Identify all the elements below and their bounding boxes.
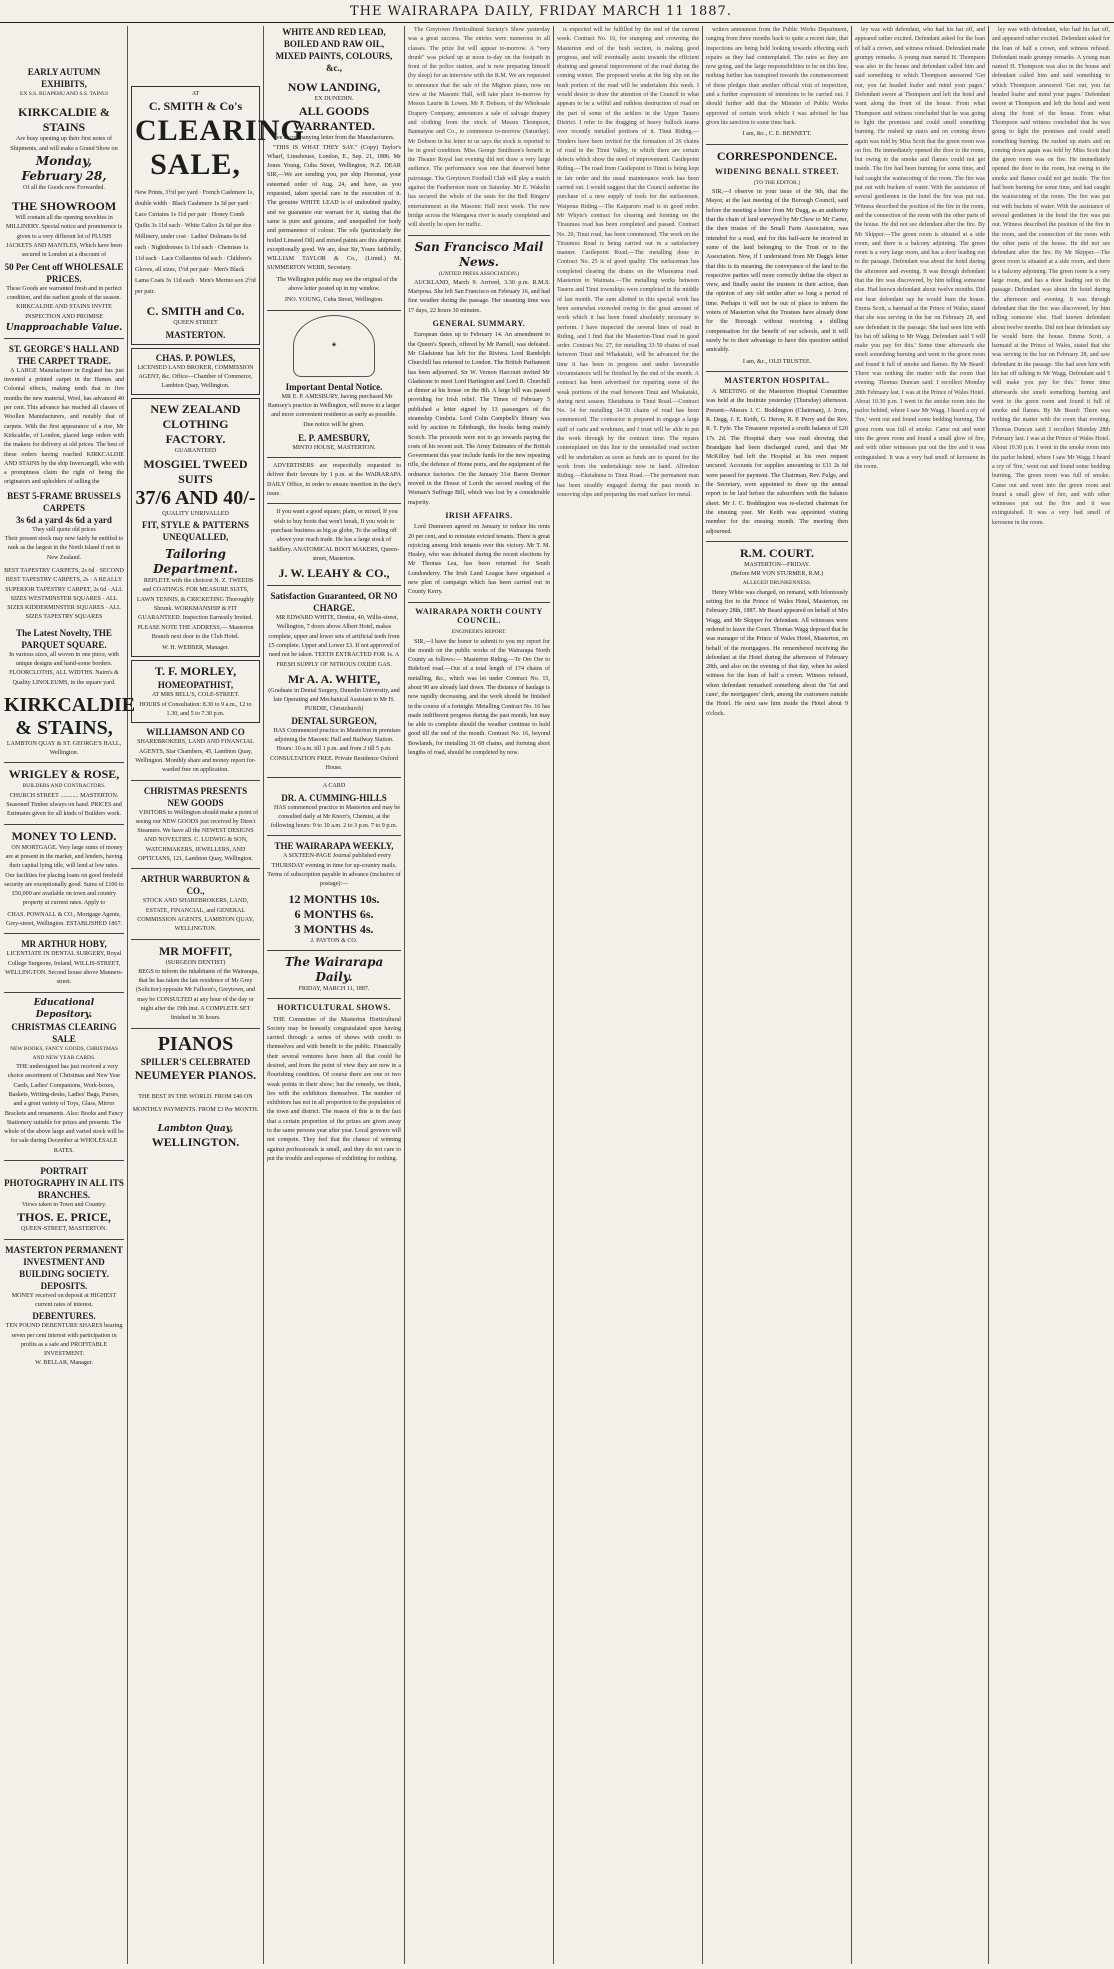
ad-firm-name: C. SMITH and Co. — [146, 304, 245, 319]
ad-text: HOURS of Consultation: 8.30 to 9 a.m., 12 to 1.30, and 5 to 7.30 p.m. — [139, 701, 252, 718]
ad-subtitle: EX S.S. RUAPEHU AND S.S. TAINUI — [20, 91, 108, 97]
price-line: 3s 6d a yard 4s 6d a yard — [16, 514, 112, 525]
article-heading: MASTERTON HOSPITAL. — [724, 375, 830, 385]
article-heading: CORRESPONDENCE. — [716, 148, 838, 163]
subscription-3-months: 3 MONTHS 4s. — [294, 921, 374, 936]
column-1 — [4, 26, 136, 1964]
ad-firm-name: KIRKCALDIE & STAINS, — [4, 693, 136, 739]
subscription-12-months: 12 MONTHS 10s. — [288, 891, 380, 906]
article-subheading: MASTERTON—FRIDAY. — [744, 561, 810, 568]
ad-text: "THIS IS WHAT THEY SAY." (Copy) Taylor's Wharf, Limehouse, London, E., Sep. 21, 1886. Mr Jones Young, Cuba Street, Wellington, N.Z. DEAR SIR,—We are sending you, per ship Horomai, your esteemed order of Aug. 24, and have, as you requested, taken special care in the execution of it. The genuine WHITE LEAD is of undoubted quality, and we guarantee our warrant for it, stating that the same is pure and genuine, and unequalled for body and permanence of colour. The oils (particularly the boiled Linseed Oil) and mixed paints are this shipment exceptionally good. We are, dear Sir, Yours faithfully, WILLIAM TAYLOR & Co., (Limtd.) M. SUMMERTON WEBB, Secretary. — [267, 144, 401, 272]
ad-heading: A CARD — [322, 783, 346, 790]
ad-text: LICENSED LAND BROKER, COMMISSION AGENT, &c. Office—Chamber of Commerce, Lambton Quay, Wellington. — [137, 364, 254, 390]
column-8 — [992, 26, 1110, 1964]
ad-text: EX DUNEDIN. — [314, 96, 354, 102]
lead-ad — [267, 26, 401, 306]
ad-signature: E. P. AMESBURY, — [298, 432, 370, 443]
ad-price: 37/6 AND 40/- — [135, 486, 256, 509]
ad-text: A LARGE Manufacturer in England has just invented a printed carpet in the Hames and Colonial effects, making tenth that in five months the new material, Wool, has advanced 40 per cent. This advance has reached all classes of Woollen Manufacturers, and notably that of carpets. With the first appearance of a rise, Mr Kirkcaldie, of London, placed large orders with the makers for delivery at old prices. The best of these orders having reached KIRKCALDIE AND STAINS by the ship Invercargill, who with a promptness claim the right of being the originators and upholders of selling the — [4, 367, 124, 486]
article-heading: San Francisco Mail News. — [414, 239, 544, 269]
ad-signature: JNO. YOUNG, Cuba Street, Wellington. — [284, 297, 384, 304]
discount-heading: 50 Per Cent off WHOLESALE PRICES. — [4, 261, 124, 284]
article-body: Lord Dunraven agreed on January to reduce his rents 20 per cent, and to reinstate evicted tenants. There is great rejoicing among Irish tenants over this victory. Mr T. M. Healey, who was defeated during the recent elections by Mr Thomas Lea, has been returned for South Londonderry. The Irish Land League have organised a new plan of campaign which has been carried out in County Kerry. — [408, 524, 550, 596]
article-heading: HORTICULTURAL SHOWS. — [277, 1003, 391, 1013]
parquet-heading: The Latest Novelty, THE PARQUET SQUARE. — [16, 627, 112, 650]
ad-text: MR EDWARD WHITE, Dentist, 40, Willis-street, Wellington, 7 doors above Albert Hotel, makes complete, upper and lower sets of artificial teeth from £5 complete. Upper and Lower £3. If not approved of need not be taken. TEETH EXTRACTED FOR 1s. A FRESH SUPPLY OF NITROUS OXIDE GAS. — [268, 615, 400, 668]
article-to-editor: [TO THE EDITOR.] — [754, 179, 800, 186]
ad-firm-name: CHAS. POWNALL & CO., Mortgage Agents, Grey-street, Wellington. ESTABLISHED 1867. — [5, 911, 123, 928]
ad-subheading: NEUMEYER PIANOS. — [134, 1067, 257, 1082]
ad-text: A SIXTEEN-PAGE Journal published every THURSDAY evening in time for up-country mails. Terms of subscription payable in advance (inclusive of postage):— — [267, 853, 401, 888]
ad-firm-name: KIRKCALDIE & STAINS — [18, 105, 110, 135]
article-heading: GENERAL SUMMARY. — [432, 319, 526, 329]
column-rule — [988, 26, 989, 1964]
weekly-ad — [267, 840, 401, 945]
article-body: European dates up to February 14. An amendment to the Queen's Speech, offered by Mr Parnell, was defeated. Mr Gladstone has left for the Riviera. Lord Randolph Churchill has returned to London. The British Parliament has been adjourned. Sir W. Vernon Harcourt invited Mr Gladstone to meet Lord Hartington and Lord R. Churchill at dinner at his house on the 8th. A large bill was passed providing for Irish relief. The Times of February 5 published a letter signed by 13 passengers of the steamship Cimbria. Lord Colin Campbell's library was sold by auction in Edinburgh, the books being mainly Scotch. The proceeds were not to go towards paying the costs of his recent suit. The Army Estimates of the British Government this year include funds for the new repeating rifle, the defence of Home ports, and the equipment of the ordnance factories. On the January 31st Baron Dormer moved in the House of Lords the second reading of the Woman's Suffrage Bill, which was lost by a considerable majority. — [408, 332, 550, 506]
hall-heading: ST. GEORGE'S HALL AND THE CARPET TRADE. — [8, 343, 120, 366]
ad-text: Will contain all the opening novelties in MILLINERY. Special notice and prominence is given to a very different lot of PLUSH JACKETS AND MANTLES, Which have been secured in London at a discount of — [6, 215, 122, 259]
ad-text: STOCK AND SHAREBROKERS, LAND, ESTATE, FINANCIAL, and GENERAL COMMISSION AGENTS, LAMBTON QUAY, WELLINGTON. — [137, 898, 254, 933]
ad-subheading: HOMEOPATHIST, — [157, 680, 234, 691]
ad-text: THE BEST IN THE WORLD. FROM £40 ON MONTHLY PAYMENTS. FROM £3 Per MONTH. — [132, 1093, 259, 1113]
ad-signature: W. BELLAR, Manager. — [35, 1360, 93, 1367]
column-2 — [131, 26, 305, 1964]
column-6 — [706, 26, 848, 1964]
article-subheading: (Before MR VON STURMER, R.M.) — [730, 571, 824, 578]
article-body: SIR,—I have the honor to submit to you my report for the month on the public works of the Wairarapa North County as follows:— Masterton Riding.—Te Ore Ore to Bideford road.—Out of a total length of 174 chains of metalling, &c., which was let under Contract No. 15, about 90 are already laid down. The distance of haulage is now rapidly decreasing, and the work should be finished in the course of a fortnight. Metalling Contract No. 16 has made indifferent progress during the past month, but may be able to complete should the weather continue to hold good till the end of the month. Contract No. 16, beyond Bowlands, for metalling 31·68 chains, and forming short lengths of road, should be completed by now. — [408, 638, 550, 757]
ad-subheading: SPILLER'S CELEBRATED — [140, 1056, 251, 1067]
sale-list: New Prints, 3½d per yard · French Cashmere 1s, double width · Black Cashmere 1s 3d per yard · Lace Curtains 1s 11d per pair · Honey Comb Quilts 3s 11d each · White Calico 2s 6d per doz · Millinery, under cost · Ladies' Dolmans 6s 6d each · Nightdresses 1s 11d each · Chemises 1s 11d each · Lace Collarettes 6d each · Children's Gloves, all sizes, 1½d per pair · Men's Black Lama Coats 3s 11d each · Men's Merino sox 2½d per pair. — [135, 190, 256, 296]
morley-ad — [131, 660, 260, 723]
building-society-ad — [4, 1244, 124, 1369]
ad-text: In various sizes, all woven in one piece, with unique designs and hand-some borders. — [9, 651, 119, 667]
moffit-ad — [131, 944, 260, 1024]
article-subheading: ENGINEER'S REPORT. — [451, 629, 507, 636]
ad-address: QUEEN-STREET, MASTERTON. — [21, 1226, 107, 1233]
article-subheading: WIDENING BENALL STREET. — [714, 166, 840, 176]
ad-heading: PORTRAIT PHOTOGRAPHY IN ALL ITS BRANCHES. — [4, 1166, 124, 1201]
white-dentist-ad — [267, 590, 401, 773]
column-rule — [851, 26, 852, 1964]
paper-nameplate: The Wairarapa Daily. — [284, 954, 384, 984]
ad-text: REPLETE with the choicest N. Z. TWEEDS and COATINGS. FOR MEASURE SUITS, LAWN TENNIS, & CRICKETING Thoroughly Shrunk. WORKMANSHIP & FIT GUARANTEED. Inspection Earnestly Invited. PLEASE NOTE THE ADDRESS,— Masterton Branch next door to the Club Hotel. — [136, 578, 255, 640]
ad-text: FLOORCLOTHS, ALL WIDTHS. Nairn's & Quality LINOLEUMS, in the square yard. — [9, 670, 119, 686]
ad-title: EARLY AUTUMN EXHIBITS, — [27, 67, 101, 89]
ad-heading: WHITE AND RED LEAD, — [282, 27, 386, 37]
ad-text: Views taken in Town and Country. — [21, 1202, 107, 1209]
ad-firm-name: J. W. LEAHY & CO., — [278, 566, 390, 581]
ad-text: THE undersigned has just received a very choice assortment of Christmas and New Year Cards, Ladies' Companions, Work-boxes, Baskets, Writing-desks, Ladies' Bags, Purses, and a great variety of Toys, Glass, Mirror Brackets and ornaments. Also: Books and Fancy Stationery suitable for prizes and presents. The whole of the above large and varied stock will be for sale during December at WHOLESALE RATES. — [4, 1064, 124, 1154]
article-signature: I am, &c., OLD TRUSTEE. — [742, 358, 812, 365]
ad-heading: NEW ZEALAND CLOTHING FACTORY. — [150, 402, 241, 447]
ad-text: BEGS to inform the inhabitants of the Wairarapa, that he has taken the late residence of Mr Grey (Solicitor) opposite Mr Falloon's, Greytown, and may be CONSULTED at any hour of the day or night after the 19th inst. A COMPLETE SET finished in 36 hours. — [135, 968, 259, 1022]
leahy-ad — [267, 508, 401, 581]
ad-heading: Educational Depository. — [33, 997, 95, 1020]
paper-date: FRIDAY, MARCH 11, 1887. — [298, 985, 370, 992]
educational-ad — [4, 997, 124, 1157]
ad-text: VISITORS to Wellington should make a point of seeing our NEW GOODS just received by Direct Steamers. We have all the NEWEST DESIGNS AND NOVELTIES. C. LUDWIG & SON, WATCHMAKERS, JEWELLERS, AND OPTICIANS, 121, Lambton Quay, Wellington. — [135, 809, 259, 863]
ad-firm-name: Mr A. A. WHITE, — [287, 671, 381, 686]
article-body: SIR,—I observe in your issue of the 9th, that the Mayor, at the last meeting of the Borough Council, said before the meeting a letter from Mr Dagg, as an authority that the chain of land surveyed by Mr Chew to Mr Carter, the then trustee of the Small Farm Association, was intended for a road, and for this half-acre he received in some of the land belonging to the Trust or to the Association. Now, if I understand from Mr Dagg's letter that this is its meaning, the conveyance of the land to the respective parties will more correctly define the object in view, and finally assist the trustees in their action, than the opinion of any old settler after so long a period of time. Perhaps it will not be out of place to inform the voters of Masterton what the Trustees have already done for the Borough without receiving a shilling compensation for the benefit of our schools, and it will surely be to their advantage to have this question settled amicably. — [706, 189, 848, 354]
ad-firm-name: THOS. E. PRICE, — [17, 1210, 111, 1225]
ad-text: Are busy opening up their first notes of Shipments, and will make a Grand Show on — [10, 136, 118, 152]
photo-ad — [4, 1165, 124, 1235]
ad-heading: MASTERTON PERMANENT INVESTMENT AND BUILDING SOCIETY. — [5, 1244, 123, 1279]
coat-of-arms-emblem: ◈ — [293, 315, 375, 377]
ad-firm-name: WRIGLEY & ROSE, — [8, 767, 120, 782]
ad-subheading: DENTAL SURGEON, — [291, 715, 377, 726]
ad-text: HAS commenced practice in Masterton and may be consulted daily at Mr Knorr's, Chemist, at the following hours: 9 to 10 a.m. 2 to 3 p.m. 7 to 9 p.m. — [270, 804, 401, 830]
ad-heading: Tailoring Department. — [153, 547, 238, 577]
ad-text: AT — [191, 91, 200, 97]
ad-subtitle: NEW BOOKS, FANCY GOODS, CHRISTMAS AND NEW YEAR CARDS. — [10, 1045, 118, 1061]
article-signature: I am, &c., C. E. BENNETT. — [742, 131, 812, 138]
ad-firm-name: WILLIAMSON AND CO — [146, 727, 245, 738]
article-body: ley was with defendant, who had his hat off, and appeared rather excited. Defendant asked for the loan of half a crown, and witness refused. Defendant made grumpy remarks. A young man named H. Thompson was also in the house and defendant called him and said something to which Thompson answered 'Get out, you fat headed loafer and mind your pages.' Defendant swore at Thompson and left the hotel and went along the front of the house. From what Thompson said witness concluded that he was going to light the premises and could smell something burning. He rushed up stairs and on coming down again was told by Miss Scott that the green room was on fire. He immediately opened the door to the room, but owing to the smoke and flames could not get inside. The fire had been burning for some time, and had caught the wainscoting of the room. The fire was put out with buckets of water. With the assistance of several gentlemen in the hotel the fire was put out. Witness described the position of the fire in the room, and the connection of the room with the other parts of the house. He did not see defendant after the fire. By Mr Skipper.—The green room is situated at a side room, and there is a balcony adjoining. The green room is a very large room, and has a door leading out to the passage. Defendant was about the hotel during the afternoon and evening. It was through defendant that the fire was discovered, by him telling someone else. Had known defendant about twelve months. Did not hear defendant say he would burn the house. Emma Scott, a barmaid at the Prince of Wales, stated that she was serving in the bar on February 28, and saw defendant in the passage. She had seen him with his hat off talking to Mr Wagg. Defendant said 'I will make you pay for this.' Some time afterwards she smelt something burning and went to the green room and found it full of smoke and flames. By Mr Beard: There was nothing the matter with the room that evening. Thomas Duncan said: I recollect Monday 28th February last. I was at the Prince of Wales Hotel. About 10.30 p.m. I went in the smoke room into the parlor behind, where I saw Mr Wagg. I heard a cry of 'fire,' went out and found some bedding burning. The green room was full of smoke. Came out and went into the green room and found a small glow of fire, and with other witnesses put out the fire and it was extinguished. It was a very bad smell of kerosene in the room. — [992, 27, 1110, 526]
ad-text: MONEY received on deposit at HIGHEST current rates of interest. — [11, 1292, 117, 1308]
masthead — [0, 0, 1114, 23]
column-3 — [267, 26, 401, 1964]
ad-address: AT MRS BELL'S, COLE-STREET. — [151, 692, 240, 699]
article-heading: WAIRARAPA NORTH COUNTY COUNCIL. — [415, 606, 543, 625]
brussels-heading: BEST 5-FRAME BRUSSELS CARPETS — [7, 490, 121, 513]
ad-subheading: CHRISTMAS CLEARING SALE — [11, 1021, 117, 1044]
ad-heading: Satisfaction Guaranteed, OR NO CHARGE. — [270, 591, 398, 614]
column-rule — [127, 26, 128, 1964]
ad-heading: CHRISTMAS PRESENTS — [143, 785, 248, 796]
ad-subheading: MOSGIEL TWEED SUITS — [143, 456, 248, 486]
ad-firm-name: C. SMITH & Co's — [148, 99, 243, 114]
ad-subheading: DEBENTURES. — [32, 1311, 96, 1322]
ad-address: Lambton Quay, — [157, 1123, 234, 1134]
article-body: ley was with defendant, who had his hat off, and appeared rather excited. Defendant asked for the loan of half a crown, and witness refused. Defendant made grumpy remarks. A young man named H. Thompson was also in the house and defendant called him and said something to which Thompson answered 'Get out, you fat headed loafer and mind your pages.' Defendant swore at Thompson and left the hotel and went along the front of the house. From what Thompson said witness concluded that he was going to light the premises and could smell something burning. He rushed up stairs and on coming down again was told by Miss Scott that the green room was on fire. He immediately opened the door to the room, but owing to the smoke and flames could not get inside. The fire had been burning for some time, and had caught the wainscoting of the room. The fire was put out with buckets of water. With the assistance of several gentlemen in the hotel the fire was put out. Witness described the position of the fire in the room, and the connection of the room with the other parts of the house. He did not see defendant after the fire. By Mr Skipper.—The green room is situated at a side room, and there is a balcony adjoining. The green room is a very large room, and has a door leading out to the passage. Defendant was about the hotel during the afternoon and evening. It was through defendant that the fire was discovered, by him telling someone else. Had known defendant about twelve months. Did not hear defendant say he would burn the house. Emma Scott, a barmaid at the Prince of Wales, stated that she was serving in the bar on February 28, and saw defendant in the passage. She had seen him with his hat off talking to Mr Wagg. Defendant said 'I will make you pay for this.' Some time afterwards she smelt something burning and went to the green room and found it full of smoke and flames. By Mr Beard: There was nothing the matter with the room that evening. Thomas Duncan said: I recollect Monday 28th February last. I was at the Prince of Wales Hotel. About 10.30 p.m. I went in the smoke room into the parlor behind, where I saw Mr Wagg. I heard a cry of 'fire,' went out and found some bedding burning. The green room was full of smoke. Came out and went into the green room and found a small glow of fire, and with other witnesses put out the fire and it was extinguished. It was a very bad smell of kerosene in the room. — [855, 27, 985, 470]
ad-text: If you want a good square, plain, or mixed, If you wish to buy boots that won't break, If you wish to purchase business as big as globe, To the selling off above your reach trade. He has a large stock of Saddlery. ANATOMICAL BOOT MAKERS, Queen-street, Masterton. — [269, 509, 399, 562]
card-ad — [267, 782, 401, 831]
ad-address: MINTO HOUSE, MASTERTON. — [292, 444, 376, 451]
column-rule — [702, 26, 703, 1964]
ad-subtitle: BUILDERS AND CONTRACTORS. — [22, 783, 106, 790]
ad-date: Monday, February 28, — [21, 153, 107, 183]
carpet-list: BEST TAPESTRY CARPETS, 2s 6d · SECOND BEST TAPESTRY CARPETS, 2s · A REALLY SUPERIOR TAPESTRY CARPET, 2s 6d · ALL SIZES WESTMINSTER SQUARES · ALL SIZES KIDDERMINSTER SQUARES · ALL SIZES TAPESTRY SQUARES — [4, 567, 124, 621]
subscription-6-months: 6 MONTHS 6s. — [294, 906, 374, 921]
ad-text: See accompanying letter from the Manufacturers. — [273, 135, 395, 142]
kirkcaldie-ad — [4, 66, 136, 758]
ad-subheading: BOILED AND RAW OIL, — [283, 39, 385, 49]
ad-address: CHURCH STREET ............ MASTERTON. — [9, 792, 119, 799]
masthead-title: THE WAIRARAPA DAILY, FRIDAY MARCH 11 1887. — [350, 4, 732, 19]
column-4 — [408, 26, 550, 1964]
ad-text: SHAREBROKERS, LAND AND FINANCIAL AGENTS, Star Chambers, 45, Lambton Quay, Wellington. Monthly share and money report for-warded free on application. — [135, 739, 256, 774]
article-body: writers announces from the Public Works Department, ranging from three months back to quite a recent date, that inspections are being held looking towards effecting such repairs as they had contemplated. The rates as they are now going, and the large responsibilities to be on this line, nothing further has transpired towards the commencement of these pledges than another official visit of inspection, and a further expression of intentions to be carried out. I should further add that the Minister of Public Works approved of certain work which I was advised he has given his sanction to some time back. — [706, 27, 848, 126]
advertisers-notice: ADVERTISERS are respectfully requested to deliver their favours by 1 p.m. at the WAIRARAPA DAILY Office, in order to ensure insertion in the day's issue. — [267, 463, 401, 498]
ad-firm-name: T. F. MORLEY, — [154, 664, 237, 679]
column-rule — [553, 26, 554, 1964]
column-rule — [404, 26, 405, 1964]
ad-heading: MONEY TO LEND. — [11, 828, 117, 843]
ad-subheading: MIXED PAINTS, COLOURS, &c., — [275, 51, 393, 73]
ad-text: LICENTIATE IN DENTAL SURGERY, Royal College Surgeons, Ireland, WILLIS-STREET, WELLINGTON. Second house above Manners-street. — [5, 951, 123, 986]
ad-town: MASTERTON. — [165, 329, 226, 340]
ad-firm-name: DR. A. CUMMING-HILLS — [281, 792, 387, 803]
ad-heading: MR ARTHUR HOBY, — [21, 939, 107, 950]
dental-notice-ad — [267, 381, 401, 453]
article-heading: R.M. COURT. — [739, 545, 814, 560]
article-body: AUCKLAND, March 9. Arrived, 3.30 p.m. R.M.S. Mariposa. She left San Francisco on February 16, and had fine weather during the passage. Her steaming time was 17 days, 22 hours 30 minutes. — [408, 279, 550, 314]
ad-address: QUEEN STREET — [173, 320, 218, 327]
column-7 — [855, 26, 985, 1964]
article-body: Henry White was charged, on remand, with feloniously setting fire to the Prince of Wales Hotel, Masterton, on February 28th, 1887. Mr Beard appeared on behalf of Mrs Wagg, and Mr Skipper for defendant. All witnesses were ordered to leave the Court. Thomas Wagg deposed that he was manager of the Prince of Wales Hotel, Masterton, on behalf of the mortgagees. He remembered receiving the defendant at the Hotel during the afternoon of February 28th, and also on the evening of that day, when he asked witness for the loan of half a crown. Witness refused, when defendant remarked something about the 'fat and cane', the mortgagees' clerk, among the customers outside the Hotel. He next saw him inside the Hotel about 9 o'clock. — [706, 589, 848, 717]
powles-ad — [131, 348, 260, 396]
wrigley-ad — [4, 767, 124, 819]
ad-heading: Important Dental Notice. — [285, 381, 383, 392]
ad-text: These Goods are warranted fresh and in perfect condition, and the earliest goods of the season. KIRKCALDIE AND STAINS INVITE INSPECTION AND PROMISE — [6, 285, 122, 320]
ad-text: TEN POUND DEBENTURE SHARES bearing seven per cent interest with participation in profits as a safe and PROFITABLE INVESTMENT. — [5, 1323, 123, 1358]
ad-address: LAMBTON QUAY & ST. GEORGE'S HALL, Wellington. — [6, 740, 122, 757]
ad-town: WELLINGTON. — [151, 1134, 240, 1149]
article-body: is expected will be fulfilled by the end of the current week. Contract No. 16, for stumping and crowning the Masterton end of the bush section, is making good progress, and will eventually assist towards the efficient draining and general improvement of the road during the coming winter. The proposed works at the big slip on the bush portion of the road will be undertaken this week. I would desire to draw the attention of the Council to what appears to be a wilful and ruthless destruction of road on the part of some of the settlers in the Upper Taueru District. I refer to the dragging of heavy bullock teams over recently metalled portions of it. Tinui Riding.—Tenders have been invited for the formation of 26 chains of road in the Tinui Valley, in which there are certain defects which show the need of improvement. Castlepoint Riding.—The road from Castlepoint to Tinui is being kept in fair order and the usual maintenance work has been carried out. I would suggest that the Council authorise the purchase of a new supply of tools for the surfacemen. Waipoua Riding.—The Kaiparoro road is in good order. Mr Whyte's contract for clearing and forming on the Tiraumea road has been completed and passed. Contract No. 20, Tinui road, has been commenced. The work on the Tiraumea Road is being carried out in a satisfactory manner. Castlepoint Road.—The metalling done in Contract No. 25 is of good quality. The surfaceman has completed clearing the drains on the Whareama road. Masterton to Waimata.—The metalling works between Taueru and Tinui townships were completed in the middle of last month. The sum allotted to this special work has been somewhat exceeded owing to the great amount of work which it has been found absolutely necessary to perform. I have inspected the several lines of road in Riding, and I find that the Masterton-Tinui road in good order. Contract No. 27, for metalling 33·50 chains of road between Tinui and Whakataki, will be advanced for the time it has been in progress and under favourable circumstances will be finished by the end of the month. A contract has been advertised for repairing some of the weak portions of the road between Tinui and Whakataki, during next season. Eketahuna to Tinui Road.—Contract No. 14 for metalling 34·50 chains of road has been commenced. The contractor is prepared to engage a large staff of carts and workmen, and I trust will be able to put the work through by the contract time. The repairs contemplated on this line to the unmetalled road section will be undertaken as soon as funds are to spared for the work from the undertakings now in hand. Alfredton Riding.—Eketahuna to Tinui Road.—The permanent man has been steadily engaged during the past month in removing slips and preparing the road surface for metal. — [557, 27, 699, 498]
ad-text: ON MORTGAGE. Very large sums of money are at present in the market, and lenders, having their capital lying idle, will lend at low rates. Our facilities for placing loans on good freehold security are exceptionally good. Sums of £100 to £50,000 are available on town and country property at current rates. Apply to — [4, 844, 124, 907]
ad-text: MR E. P. AMESBURY, having purchased Mr Ramsey's practice in Wellington, will move to a larger and more convenient residence as early as possible. Due notice will be given. — [267, 393, 401, 428]
ad-text: Their present stock may now fairly be entitled to rank as the largest in the North Island if not in New Zealand. — [4, 536, 124, 561]
pianos-ad — [131, 1033, 260, 1150]
ad-subheading: NEW GOODS — [167, 797, 224, 808]
ad-heading: ALL GOODS WARRANTED. — [293, 104, 375, 134]
ad-firm-name: CHAS. P. POWLES, — [155, 352, 236, 363]
williamson-ad — [131, 726, 260, 775]
article-subheading: ALLEGED DRUNKENNESS. — [742, 580, 812, 587]
ad-text: QUALITY UNRIVALLED — [162, 510, 229, 517]
article-heading: IRISH AFFAIRS. — [445, 510, 513, 520]
smith-ad — [131, 86, 305, 345]
ad-text: Of all the Goods now Forwarded. — [23, 184, 105, 191]
ludwig-ad — [131, 785, 260, 865]
ad-subheading: DEPOSITS. — [40, 1280, 88, 1291]
ad-text: Seasoned Timber always on hand. PRICES and Estimates given for all kinds of Builders work. — [6, 802, 122, 818]
ad-signature: W. H. WEBBER, Manager. — [162, 645, 229, 652]
article-body: THE Committee of the Masterton Horticultural Society may be honestly congratulated upon having carried through a series of shows with credit to themselves and with benefit to the public. Financially their several ventures have been all that could be desired, and from the point of view they are now in a flourishing condition. Of course there are one or two weak points in their show; but the remedy, we think, lies with the exhibitors themselves. The number of exhibitors has not in all proportion to the population of the town and district. The reason of this is in the fact that a certain proportion of the prizes are given away to the same persons year after year. Local growers will not compete. They feel that the chance of winning against professionals is small, and they do not care to put the trouble and expense of exhibiting for nothing. — [267, 1016, 401, 1162]
ad-text: They still quote old prices — [32, 526, 96, 533]
ad-subheading: FIT, STYLE & PATTERNS UNEQUALLED, — [141, 520, 250, 543]
ad-heading: NOW LANDING, — [287, 80, 381, 94]
ad-slogan: Unapproachable Value. — [5, 322, 123, 333]
ad-heading: CLEARING SALE, — [135, 114, 305, 182]
article-body: A MEETING of the Masterton Hospital Committee was held at the Institute yesterday (Thursday) afternoon. Present—Messrs J. C. Boddington (Chairman), J. Irons, R. Dagg, J. E. Keith, G. Heron, R. P. Perry and the Rev. R. T. Fyfe. The Treasurer reported a credit balance of £20 17s 2d. The Hospital diary was read showing that Brandgate had been discharged cured, and that Mr McKilloy had left the Hospital at his own request uncured. Accounts for supplies amounting to £11 2s 6d were passed for payment. The Chairman, Rev. Fulge, and the Secretary, were appointed to draw up the annual report to be laid before the subscribers with the balance sheet. Mr J. C. Boddington was re-elected chairman for the ensuing year. Mr Keith was appointed visiting member for the ensuing month. The meeting then adjourned. — [706, 389, 848, 535]
ad-text: The Wellington public may see the original of the above letter posted up in my window. — [276, 276, 398, 293]
warburton-ad — [131, 873, 260, 934]
ad-subheading: (SURGEON DENTIST) — [165, 959, 226, 966]
ad-text: GUARANTEED — [174, 448, 217, 455]
local-news-body: The Greytown Horticultural Society's Show yesterday was a great success. The entries were numerous in all classes. The prize list will appear to-morrow. A "very drunk" was picked up at noon to-day on the footpath in front of the police station, and is now preparing himself (by sleep) for an interview with the R.M. We are requested to announce that the sale of the Mignon piano, now on view at the Masonic Hall, will take place to-morrow by Messrs Laurie & Lowes. Mr P. Dobson, of the Wholesale Drapery Company, announces a sale of salvage drapery and clothing from the stock of Messrs Thompson, Bannatyne and Co., to commence to-morrow (Saturday). Mr Dobson in his letter to us says the stock is reported to be in good condition. Miss George Smithson's benefit in the Theatre Royal last evening did not draw a very large audience. The performance was one that deserved better patronage. The Greytown Football Club will play a match against the Featherston team on Saturday. Mr E. Wakelin has secured the whole of the seats for the Bell Ringers' entertainment at the Masonic Hall next week. The new bridge across the Waingawa river is nearly completed and will shortly be open for traffic. — [408, 27, 550, 229]
column-5 — [557, 26, 699, 1964]
showroom-heading: THE SHOWROOM — [11, 199, 117, 214]
ad-firm-name: MR MOFFIT, — [158, 943, 233, 958]
ad-text: (Graduate in Dental Surgery, Dunedin University, and late Operating and Mechanical Assistant to Mr H. PURDIE, Christchurch) — [268, 687, 400, 713]
article-subheading: (UNITED PRESS ASSOCIATION.) — [438, 270, 520, 277]
ad-heading: THE WAIRARAPA WEEKLY, — [274, 841, 394, 852]
clothing-factory-ad — [131, 398, 260, 657]
ad-heading: PIANOS — [157, 1032, 234, 1055]
ad-firm-name: ARTHUR WARBURTON & CO., — [140, 874, 251, 897]
column-rule — [263, 26, 264, 1964]
hoby-ad — [4, 938, 124, 987]
ad-text: HAS Commenced practice in Masterton in premises adjoining the Masonic Hall and Railway Station. Hours: 10 a.m. till 1 p.m. and from 2 till 5 p.m. CONSULTATION FREE. Private Residence Oxford House. — [270, 727, 401, 771]
money-ad — [4, 829, 124, 930]
ad-signature: J. PAYTON & CO. — [310, 937, 358, 944]
